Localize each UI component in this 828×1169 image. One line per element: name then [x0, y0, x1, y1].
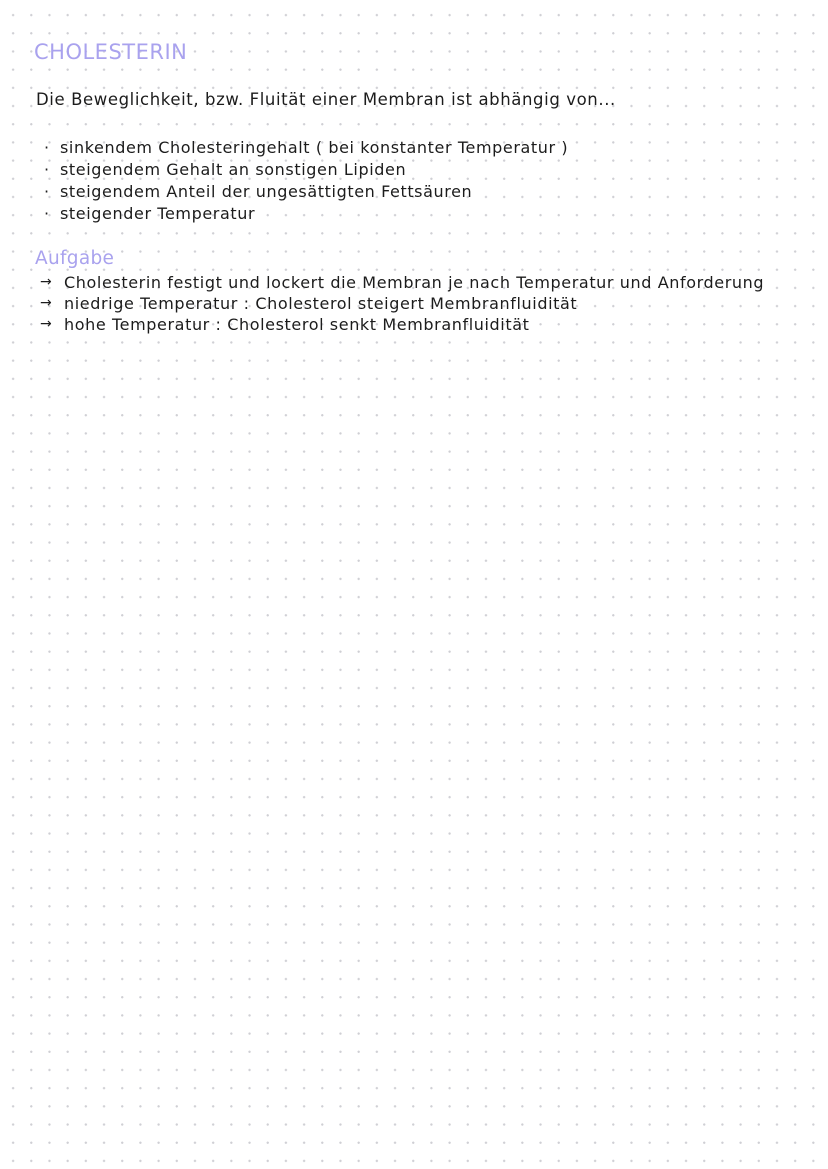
page-title: CHOLESTERIN: [34, 40, 188, 64]
arrow-right-icon: →: [40, 316, 53, 332]
list-item: [44, 181, 568, 203]
bullet-dot-icon: ·: [44, 204, 50, 223]
list-item-text: steigender Temperatur: [60, 204, 256, 223]
arrow-item-text: hohe Temperatur : Cholesterol senkt Membranfluidität: [64, 315, 530, 334]
list-item-text: sinkendem Cholesteringehalt ( bei konstanter Temperatur ): [60, 138, 569, 157]
list-item: [44, 159, 568, 181]
intro-sentence: Die Beweglichkeit, bzw. Fluität einer Membran ist abhängig von...: [36, 90, 616, 109]
list-item: [44, 203, 568, 225]
bullet-dot-icon: ·: [44, 138, 50, 157]
list-item: [44, 137, 568, 159]
arrow-item-text: niedrige Temperatur : Cholesterol steigert Membranfluidität: [64, 294, 578, 313]
arrow-item: [40, 272, 780, 293]
arrow-item-text: Cholesterin festigt und lockert die Membran je nach Temperatur und Anforderung: [64, 273, 765, 292]
section-heading-aufgabe: Aufgabe: [35, 248, 115, 269]
arrow-right-icon: →: [40, 274, 53, 290]
arrow-list: [40, 272, 780, 335]
arrow-item: [40, 293, 780, 314]
list-item-text: steigendem Gehalt an sonstigen Lipiden: [60, 160, 407, 179]
bullet-list: [44, 137, 568, 225]
list-item-text: steigendem Anteil der ungesättigten Fettsäuren: [60, 182, 473, 201]
bullet-dot-icon: ·: [44, 182, 50, 201]
arrow-right-icon: →: [40, 295, 53, 311]
arrow-item: [40, 314, 780, 335]
bullet-dot-icon: ·: [44, 160, 50, 179]
